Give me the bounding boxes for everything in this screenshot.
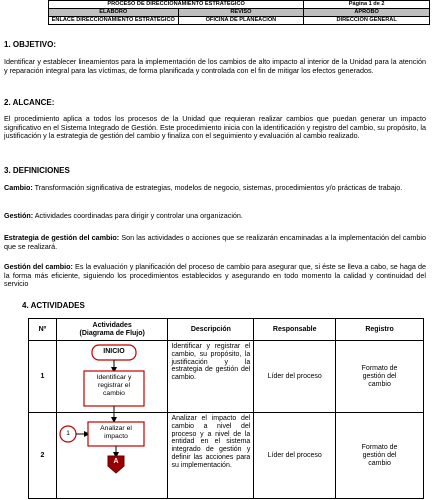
row-responsable: Líder del proceso [254,341,336,413]
definition-text: Actividades coordinadas para dirigir y controlar una organización. [33,211,243,220]
col-header-responsable: Responsable [254,319,336,341]
section-actividades-title: 4. ACTIVIDADES [22,301,85,310]
row-number: 1 [29,341,57,413]
section-alcance-text: El procedimiento aplica a todos los procesos de la Unidad que requieran realizar cambios que puedan generar un impacto significativo en el Sistema Integrado de Gestión. Este procedimiento inicia con la identificación y registro del cambio, su propósito, la justificación y la estrategia de gestión del cambio y finaliza con el seguimiento y evaluación al cambio realizado. [4,114,426,141]
header-label-aprobo: APROBO [304,9,430,17]
definition-term: Estrategia de gestión del cambio: [4,233,120,242]
flow-connector-label: 1 [66,430,70,437]
definition-term: Gestión: [4,211,34,220]
flow-start-label: INICIO [103,348,125,355]
flow-offpage-label: A [113,458,119,465]
col-header-actividades: Actividades (Diagrama de Flujo) [56,319,168,341]
row-description: Identificar y registrar el cambio, su propósito, la justificación y la estrategia de gestión del cambio. [168,341,254,413]
header-label-reviso: REVISO [178,9,304,17]
header-value-aprobo: DIRECCION GENERAL [304,17,430,25]
col-header-descripcion: Descripción [168,319,254,341]
section-objetivo-title: 1. OBJETIVO: [4,40,57,49]
row-description: Analizar el impacto del cambio a nivel del proceso y a nivel de la entidad en el sistema integrado de gestión y definir las acciones para su implementación. [168,413,254,499]
row-number: 2 [29,413,57,499]
col-header-num: Nº [29,319,57,341]
definition-text: Transformación significativa de estrategias, modelos de negocio, sistemas, procedimientos y/o prácticas de trabajo. [32,183,403,192]
header-value-reviso: OFICINA DE PLANEACION [178,17,304,25]
header-value-elaboro: ENLACE DIRECCIONAMIENTO ESTRATEGICO [49,17,179,25]
definition-text: Es la evaluación y planificación del proceso de cambio para asegurar que, si éste se lleva a cabo, se haga de la forma más eficiente, siguiendo los procedimientos establecidos y asegurando en todo momento la calidad y continuidad del servicio [4,262,426,289]
definition-term: Cambio: [4,183,33,192]
flow-box-label: Analizar el impacto [100,425,132,440]
row-responsable: Líder del proceso [254,413,336,499]
section-alcance-title: 2. ALCANCE: [4,98,55,107]
row-registro: Formato de gestión del cambio [336,413,424,499]
page-number: Página 1 de 2 [304,1,430,9]
section-objetivo-text: Identificar y establecer lineamientos para la implementación de los cambios de alto impacto al interior de la Unidad para la atención y reparación integral para las víctimas, de forma planificada y controlada con el fin de mitigar los efectos generados. [4,57,426,75]
section-definiciones-title: 3. DEFINICIONES [4,166,70,175]
col-header-registro: Registro [336,319,424,341]
flow-box-label: Identificar y registrar el cambio [96,374,132,397]
definition-term: Gestión del cambio: [4,262,73,271]
header-label-elaboro: ELABORO [49,9,179,17]
definition-text: Son las actividades o acciones que se realizarán encaminadas a la implementación del cambio que se realizará. [4,233,426,251]
row-registro: Formato de gestión del cambio [336,341,424,413]
document-title: PROCESO DE DIRECCIONAMIENTO ESTRATEGICO [49,1,304,9]
